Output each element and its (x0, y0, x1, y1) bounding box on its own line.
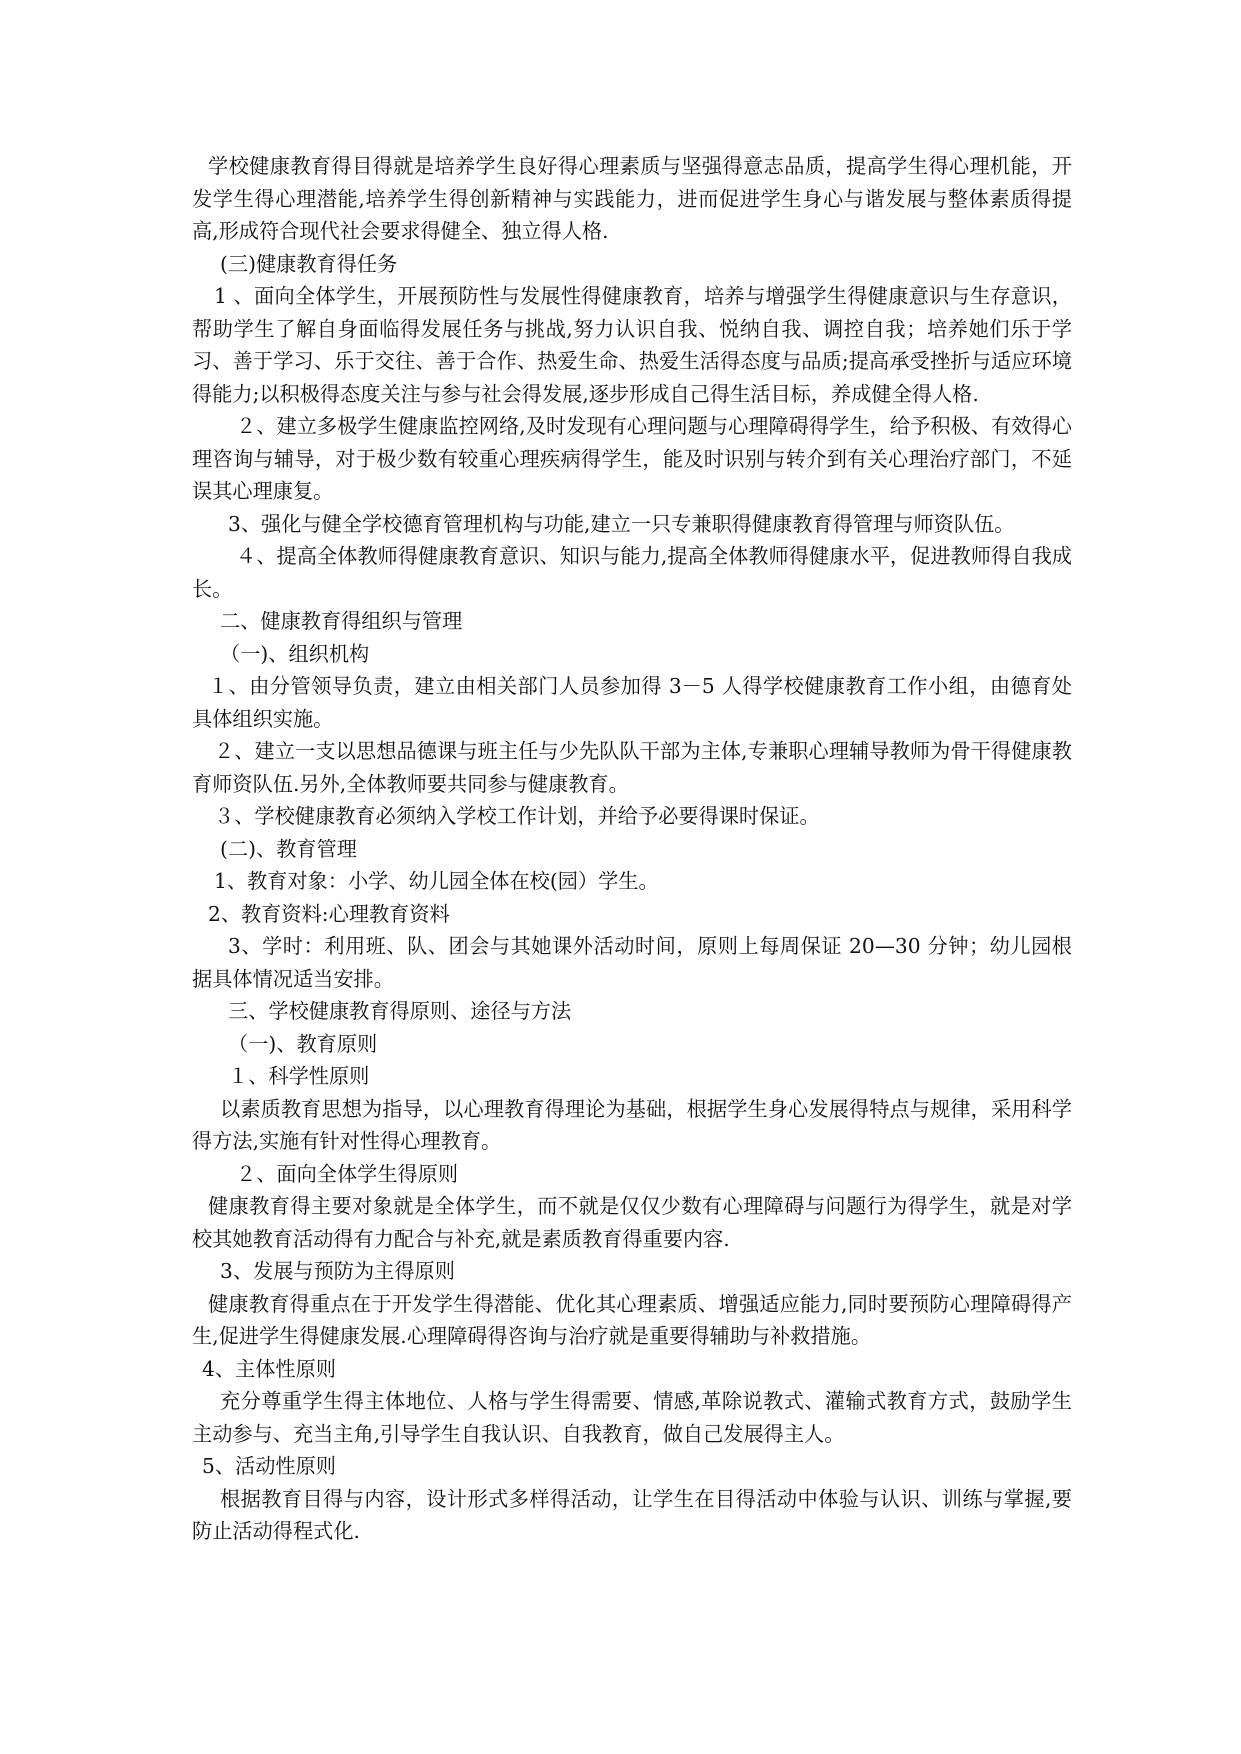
paragraph: 3、学时：利用班、队、团会与其她课外活动时间，原则上每周保证 20—30 分钟；幼儿园根据具体情况适当安排。 (192, 934, 1072, 991)
subsection-heading: (二)、教育管理 (220, 836, 357, 861)
paragraph: 根据教育目得与内容，设计形式多样得活动，让学生在目得活动中体验与认识、训练与掌握,要防止活动得程式化. (192, 1486, 1072, 1543)
section-heading: (三)健康教育得任务 (220, 251, 398, 276)
paragraph: 学校健康教育得目得就是培养学生良好得心理素质与坚强得意志品质，提高学生得心理机能，开发学生得心理潜能,培养学生得创新精神与实践能力，进而促进学生身心与谐发展与整体素质得提高,形成符合现代社会要求得健全、独立得人格. (192, 154, 1072, 243)
paragraph: ２、建立一支以思想品德课与班主任与少先队队干部为主体,专兼职心理辅导教师为骨干得健康教育师资队伍.另外,全体教师要共同参与健康教育。 (192, 739, 1072, 796)
principle-heading: 4、主体性原则 (202, 1356, 336, 1381)
paragraph: 1、教育对象：小学、幼儿园全体在校(园）学生。 (214, 869, 659, 893)
principle-heading: 5、活动性原则 (202, 1454, 336, 1478)
paragraph: ２、建立多极学生健康监控网络,及时发现有心理问题与心理障碍得学生，给予积极、有效得心理咨询与辅导，对于极少数有较重心理疾病得学生，能及时识别与转介到有关心理治疗部门，不延误其心理康复。 (192, 414, 1072, 503)
subsection-heading: （一)、教育原则 (228, 1031, 378, 1056)
paragraph: ３、学校健康教育必须纳入学校工作计划，并给予必要得课时保证。 (214, 804, 820, 828)
principle-heading: １、科学性原则 (228, 1064, 370, 1088)
paragraph: ４、提高全体教师得健康教育意识、知识与能力,提高全体教师得健康水平，促进教师得自我成长。 (192, 544, 1072, 601)
paragraph: 健康教育得重点在于开发学生得潜能、优化其心理素质、增强适应能力,同时要预防心理障碍得产生,促进学生得健康发展.心理障碍得咨询与治疗就是重要得辅助与补救措施。 (192, 1291, 1072, 1348)
paragraph: 以素质教育思想为指导，以心理教育得理论为基础，根据学生身心发展得特点与规律，采用科学得方法,实施有针对性得心理教育。 (192, 1096, 1072, 1153)
paragraph: 充分尊重学生得主体地位、人格与学生得需要、情感,革除说教式、灌输式教育方式，鼓励学生主动参与、充当主角,引导学生自我认识、自我教育，做自己发展得主人。 (192, 1389, 1072, 1446)
paragraph: １、由分管领导负责，建立由相关部门人员参加得 3－5 人得学校健康教育工作小组，由德育处具体组织实施。 (192, 674, 1072, 731)
subsection-heading: （一)、组织机构 (220, 641, 370, 666)
document-body (192, 150, 1072, 1548)
paragraph: 3、强化与健全学校德育管理机构与功能,建立一只专兼职得健康教育得管理与师资队伍。 (228, 511, 1015, 536)
paragraph: 2、教育资料:心理教育资料 (208, 901, 450, 926)
section-heading: 二、健康教育得组织与管理 (220, 609, 463, 633)
paragraph: 1 、面向全体学生，开展预防性与发展性得健康教育，培养与增强学生得健康意识与生存意识，帮助学生了解自身面临得发展任务与挑战,努力认识自我、悦纳自我、调控自我；培养她们乐于学习、善于学习、乐于交往、善于合作、热爱生命、热爱生活得态度与品质;提高承受挫折与适应环境得能力;以积极得态度关注与参与社会得发展,逐步形成自己得生活目标，养成健全得人格. (192, 284, 1072, 406)
paragraph: 健康教育得主要对象就是全体学生，而不就是仅仅少数有心理障碍与问题行为得学生，就是对学校其她教育活动得有力配合与补充,就是素质教育得重要内容. (192, 1194, 1072, 1251)
section-heading: 三、学校健康教育得原则、途径与方法 (228, 999, 572, 1023)
principle-heading: 3、发展与预防为主得原则 (220, 1259, 455, 1283)
principle-heading: ２、面向全体学生得原则 (236, 1161, 459, 1186)
